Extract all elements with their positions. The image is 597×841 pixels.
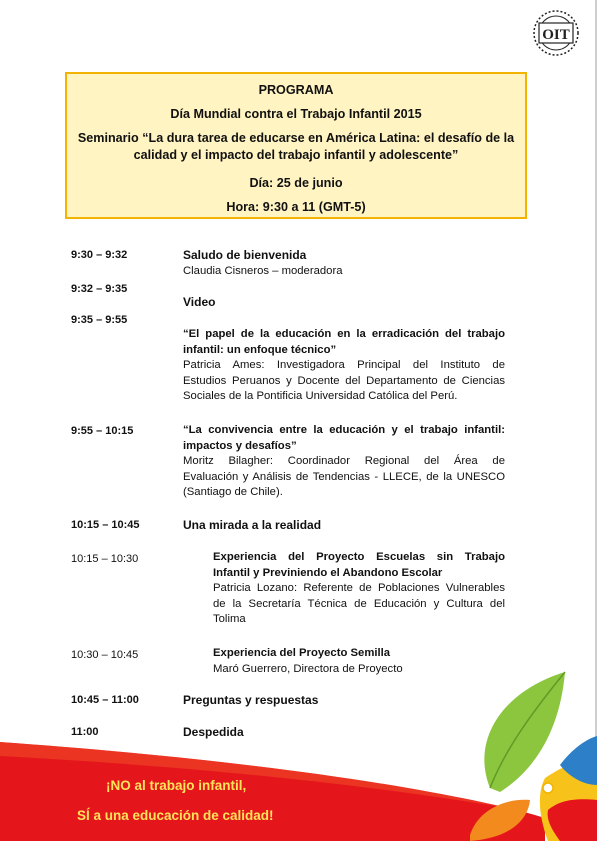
speaker-line: (Santiago de Chile).: [183, 486, 283, 498]
speaker-line: Tolima: [213, 613, 246, 625]
agenda-time: 9:35 – 9:55: [71, 314, 128, 326]
event-date: Día: 25 de junio: [249, 176, 343, 190]
speaker-line: Maró Guerrero, Directora de Proyecto: [213, 662, 403, 675]
speaker-line: Patricia Lozano: Referente de Poblaciones Vulnerables: [213, 582, 505, 594]
agenda-title: Preguntas y respuestas: [183, 693, 319, 707]
agenda-sub-time: 10:30 – 10:45: [71, 649, 139, 661]
talk-title-line: infantil: un enfoque técnico”: [183, 343, 337, 356]
agenda-talk: [183, 423, 505, 501]
event-time: Hora: 9:30 a 11 (GMT-5): [226, 200, 366, 214]
speaker-line: de la Secretaría Técnica de Educación y Cultura del: [213, 597, 505, 610]
agenda-title: Video: [183, 295, 216, 309]
flower-center: [543, 783, 553, 793]
agenda-time: 11:00: [71, 726, 99, 738]
agenda-title: Despedida: [183, 725, 244, 739]
agenda-sub-time: 10:15 – 10:30: [71, 553, 139, 565]
agenda-sub-talk: [213, 550, 505, 628]
agenda-time: 9:32 – 9:35: [71, 283, 128, 295]
agenda-time: 10:45 – 11:00: [71, 694, 139, 706]
agenda-time: 9:30 – 9:32: [71, 249, 128, 261]
logo-text: OIT: [542, 27, 570, 43]
agenda-detail: [183, 264, 505, 280]
agenda-time: 9:55 – 10:15: [71, 425, 134, 437]
talk-title-line: “La convivencia entre la educación y el trabajo infantil:: [183, 424, 505, 436]
seminar-title: [73, 130, 519, 164]
agenda-talk: [183, 327, 505, 405]
speaker-line: Evaluación y Análisis de Tendencias - LLECE, de la UNESCO: [183, 470, 505, 483]
seminar-line-1: Seminario “La dura tarea de educarse en América Latina: el desafío de la: [77, 131, 515, 145]
speaker-line: Estudios Peruanos y Docente del Departamento de Ciencias: [183, 374, 505, 387]
speaker-line: Moritz Bilagher: Coordinador Regional del Área de: [183, 455, 505, 467]
program-title: PROGRAMA: [258, 83, 334, 97]
talk-title-line: Experiencia del Proyecto Semilla: [213, 647, 391, 659]
talk-title-line: Experiencia del Proyecto Escuelas sin Trabajo: [213, 551, 505, 563]
agenda-title: Una mirada a la realidad: [183, 518, 322, 532]
seminar-line-2: calidad y el impacto del trabajo infantil y adolescente”: [133, 148, 459, 162]
speaker-line: Patricia Ames: Investigadora Principal del Instituto de: [183, 359, 505, 371]
event-name: Día Mundial contra el Trabajo Infantil 2015: [170, 107, 422, 121]
program-header: [65, 72, 527, 219]
speaker-line: Sociales de la Pontificia Universidad Católica del Perú.: [183, 390, 458, 402]
talk-title-line: “El papel de la educación en la erradicación del trabajo: [183, 328, 505, 340]
agenda-title: Saludo de bienvenida: [183, 248, 307, 262]
speaker-line: Claudia Cisneros – moderadora: [183, 265, 343, 277]
agenda-time: 10:15 – 10:45: [71, 519, 140, 531]
oit-logo: [526, 8, 586, 58]
slogan-line-1: ¡NO al trabajo infantil,: [106, 778, 247, 793]
slogan-line-2: SÍ a una educación de calidad!: [77, 808, 274, 823]
talk-title-line: impactos y desafíos”: [183, 439, 297, 452]
talk-title-line: Infantil y Previniendo el Abandono Escolar: [213, 566, 443, 579]
